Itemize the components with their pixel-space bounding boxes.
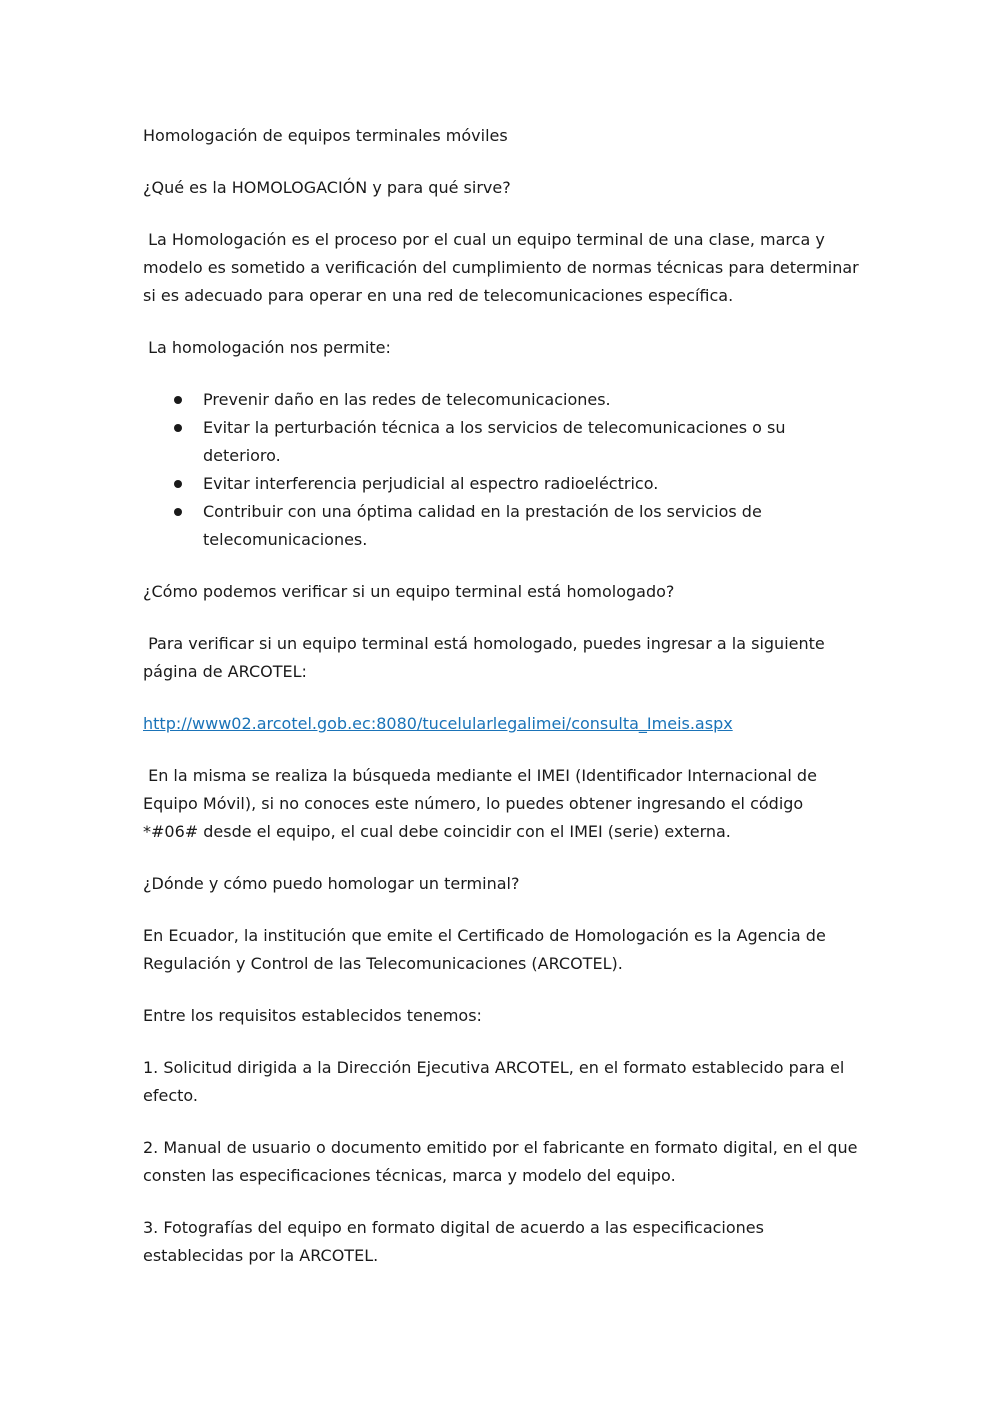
bullet-icon xyxy=(174,424,182,432)
requisito-item: 3. Fotografías del equipo en formato digital de acuerdo a las especificaciones establecidas por la ARCOTEL. xyxy=(143,1218,764,1265)
permite-list xyxy=(143,386,859,554)
question-donde-heading: ¿Dónde y cómo puedo homologar un terminal? xyxy=(143,874,520,893)
verificar-paragraph: Para verificar si un equipo terminal está homologado, puedes ingresar a la siguiente página de ARCOTEL: xyxy=(143,634,830,681)
question-verificar-heading: ¿Cómo podemos verificar si un equipo terminal está homologado? xyxy=(143,582,675,601)
permite-heading: La homologación nos permite: xyxy=(143,338,391,357)
bullet-icon xyxy=(174,396,182,404)
list-item-text: Evitar interferencia perjudicial al espectro radioeléctrico. xyxy=(203,474,659,493)
list-item-text: Evitar la perturbación técnica a los servicios de telecomunicaciones o su deterioro. xyxy=(203,418,786,465)
ecuador-paragraph: En Ecuador, la institución que emite el Certificado de Homologación es la Agencia de Regulación y Control de las Telecomunicaciones (ARCOTEL). xyxy=(143,926,826,973)
document-title: Homologación de equipos terminales móviles xyxy=(143,126,508,145)
requisitos-heading: Entre los requisitos establecidos tenemos: xyxy=(143,1006,482,1025)
requisito-item: 1. Solicitud dirigida a la Dirección Ejecutiva ARCOTEL, en el formato establecido para el efecto. xyxy=(143,1058,845,1105)
bullet-icon xyxy=(174,508,182,516)
list-item-text: Prevenir daño en las redes de telecomunicaciones. xyxy=(203,390,611,409)
list-item xyxy=(143,470,859,498)
list-item xyxy=(143,414,859,470)
bullet-icon xyxy=(174,480,182,488)
list-item-text: Contribuir con una óptima calidad en la prestación de los servicios de telecomunicaciones. xyxy=(203,502,762,549)
list-item xyxy=(143,386,859,414)
arcotel-link-paragraph xyxy=(143,710,859,738)
requisito-item: 2. Manual de usuario o documento emitido por el fabricante en formato digital, en el que consten las especificaciones técnicas, marca y modelo del equipo. xyxy=(143,1138,858,1185)
list-item xyxy=(143,498,859,554)
homologacion-definition-paragraph: La Homologación es el proceso por el cual un equipo terminal de una clase, marca y modelo es sometido a verificación del cumplimiento de normas técnicas para determinar si es adecuado para operar en una red de telecomunicaciones específica. xyxy=(143,230,864,305)
question-homologacion-heading: ¿Qué es la HOMOLOGACIÓN y para qué sirve? xyxy=(143,178,511,197)
arcotel-imei-link[interactable]: http://www02.arcotel.gob.ec:8080/tucelularlegalimei/consulta_Imeis.aspx xyxy=(143,714,733,733)
document-page xyxy=(143,122,864,1294)
imei-paragraph: En la misma se realiza la búsqueda mediante el IMEI (Identificador Internacional de Equipo Móvil), si no conoces este número, lo puedes obtener ingresando el código *#06# desde el equipo, el cual debe coincidir con el IMEI (serie) externa. xyxy=(143,766,823,841)
